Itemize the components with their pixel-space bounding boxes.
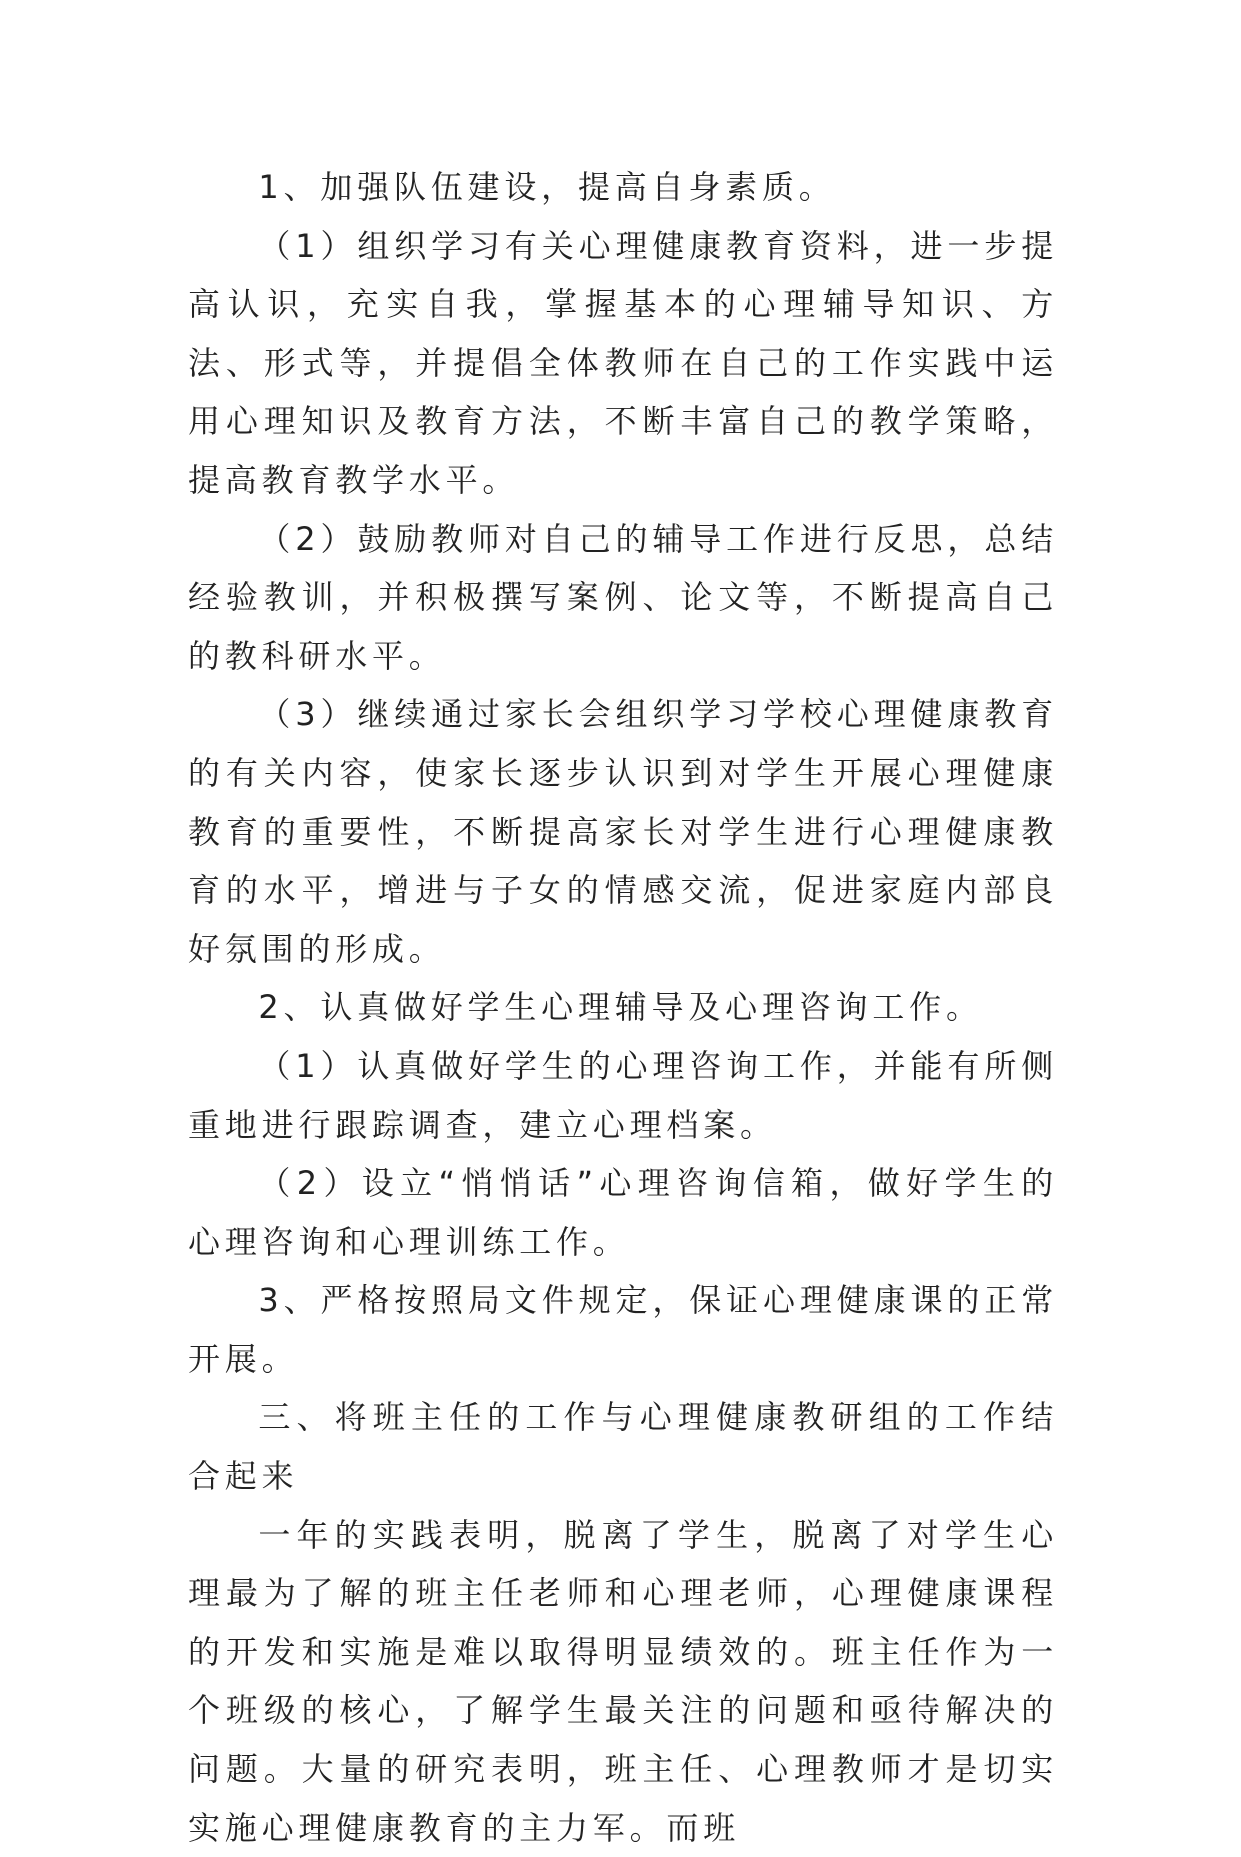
paragraph-2-2: （2）设立“悄悄话”心理咨询信箱，做好学生的心理咨询和心理训练工作。 [188, 1164, 1058, 1261]
section-3-body: 一年的实践表明，脱离了学生，脱离了对学生心理最为了解的班主任老师和心理老师，心理健康课程的开发和实施是难以取得明显绩效的。班主任作为一个班级的核心，了解学生最关注的问题和亟待解决的问题。大量的研究表明，班主任、心理教师才是切实实施心理健康教育的主力军。而班 [188, 1515, 1058, 1847]
document-body [188, 158, 1058, 1857]
paragraph-1-2: （2）鼓励教师对自己的辅导工作进行反思，总结经验教训，并积极撰写案例、论文等，不断提高自己的教科研水平。 [188, 519, 1058, 675]
paragraph-3-heading: 3、严格按照局文件规定，保证心理健康课的正常开展。 [188, 1281, 1058, 1378]
paragraph-2-heading: 2、认真做好学生心理辅导及心理咨询工作。 [258, 988, 983, 1027]
paragraph-1-heading: 1、加强队伍建设，提高自身素质。 [258, 168, 836, 206]
section-3-heading: 三、将班主任的工作与心理健康教研组的工作结合起来 [188, 1398, 1058, 1496]
paragraph-1-3: （3）继续通过家长会组织学习学校心理健康教育的有关内容，使家长逐步认识到对学生开展心理健康教育的重要性，不断提高家长对学生进行心理健康教育的水平，增进与子女的情感交流，促进家庭内部良好氛围的形成。 [188, 695, 1058, 968]
paragraph-2-1: （1）认真做好学生的心理咨询工作，并能有所侧重地进行跟踪调查，建立心理档案。 [188, 1046, 1058, 1144]
paragraph-1-1: （1）组织学习有关心理健康教育资料，进一步提高认识，充实自我，掌握基本的心理辅导知识、方法、形式等，并提倡全体教师在自己的工作实践中运用心理知识及教育方法，不断丰富自己的教学策略，提高教育教学水平。 [188, 226, 1058, 499]
